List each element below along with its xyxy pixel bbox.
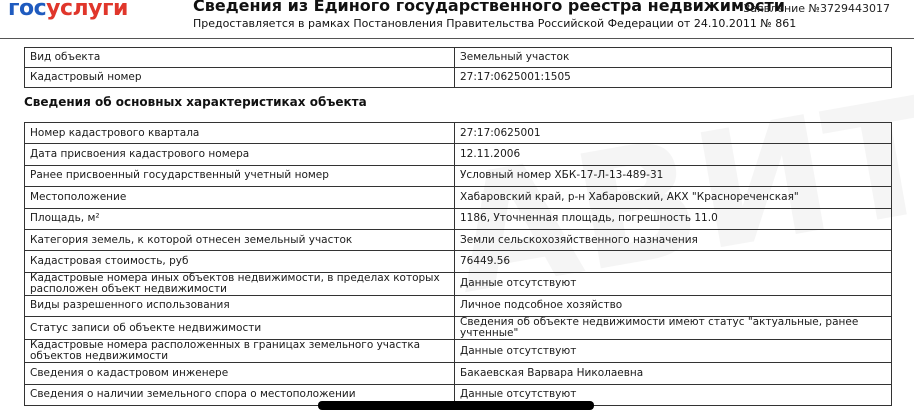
row-value: Сведения об объекте недвижимости имеют статус "актуальные, ранее учтенные" (455, 317, 892, 340)
table-row (25, 251, 892, 272)
row-value: Данные отсутствуют (455, 340, 892, 363)
document-title: Сведения из Единого государственного реестра недвижимости (193, 0, 785, 15)
row-label: Кадастровые номера иных объектов недвижимости, в пределах которых расположен объект недвижимости (25, 272, 455, 295)
row-value: 12.11.2006 (455, 144, 892, 165)
table-row (25, 165, 892, 186)
row-value: Земельный участок (455, 48, 892, 68)
table-row (25, 68, 892, 88)
table-row (25, 208, 892, 229)
row-label: Сведения о кадастровом инженере (25, 363, 455, 384)
row-value: 1186, Уточненная площадь, погрешность 11.0 (455, 208, 892, 229)
row-label: Ранее присвоенный государственный учетный номер (25, 165, 455, 186)
row-value: Данные отсутствуют (455, 384, 892, 405)
row-value: Бакаевская Варвара Николаевна (455, 363, 892, 384)
row-value: Земли сельскохозяйственного назначения (455, 229, 892, 250)
header-divider (0, 38, 914, 39)
table-row (25, 144, 892, 165)
row-value: Условный номер ХБК-17-Л-13-489-31 (455, 165, 892, 186)
row-value: 76449.56 (455, 251, 892, 272)
redaction-mark (318, 401, 594, 410)
document-subtitle: Предоставляется в рамках Постановления Правительства Российской Федерации от 24.10.2011 № 861 (193, 17, 797, 30)
table-row (25, 123, 892, 144)
row-value: 27:17:0625001 (455, 123, 892, 144)
table-row (25, 187, 892, 208)
row-label: Статус записи об объекте недвижимости (25, 317, 455, 340)
object-info-table (24, 47, 892, 88)
application-number: Заявление №3729443017 (743, 2, 890, 15)
row-label: Номер кадастрового квартала (25, 123, 455, 144)
row-label: Виды разрешенного использования (25, 295, 455, 316)
row-label: Кадастровые номера расположенных в границах земельного участка объектов недвижимости (25, 340, 455, 363)
table-row (25, 272, 892, 295)
logo-part-gos: гос (8, 0, 47, 21)
row-label: Сведения о наличии земельного спора о местоположении (25, 384, 455, 405)
row-label: Местоположение (25, 187, 455, 208)
table-row (25, 317, 892, 340)
row-value: Данные отсутствуют (455, 272, 892, 295)
row-label: Вид объекта (25, 48, 455, 68)
table-row (25, 48, 892, 68)
section-title: Сведения об основных характеристиках объекта (24, 95, 367, 109)
table-row (25, 295, 892, 316)
row-value: Хабаровский край, р-н Хабаровский, АКХ "Краснореченская" (455, 187, 892, 208)
row-value: Личное подсобное хозяйство (455, 295, 892, 316)
table-row (25, 340, 892, 363)
row-label: Категория земель, к которой отнесен земельный участок (25, 229, 455, 250)
logo-part-uslugi: услуги (46, 0, 128, 21)
table-row (25, 363, 892, 384)
row-value: 27:17:0625001:1505 (455, 68, 892, 88)
table-row (25, 229, 892, 250)
row-label: Кадастровый номер (25, 68, 455, 88)
characteristics-table (24, 122, 892, 406)
gosuslugi-logo (8, 0, 128, 21)
row-label: Площадь, м² (25, 208, 455, 229)
row-label: Дата присвоения кадастрового номера (25, 144, 455, 165)
row-label: Кадастровая стоимость, руб (25, 251, 455, 272)
